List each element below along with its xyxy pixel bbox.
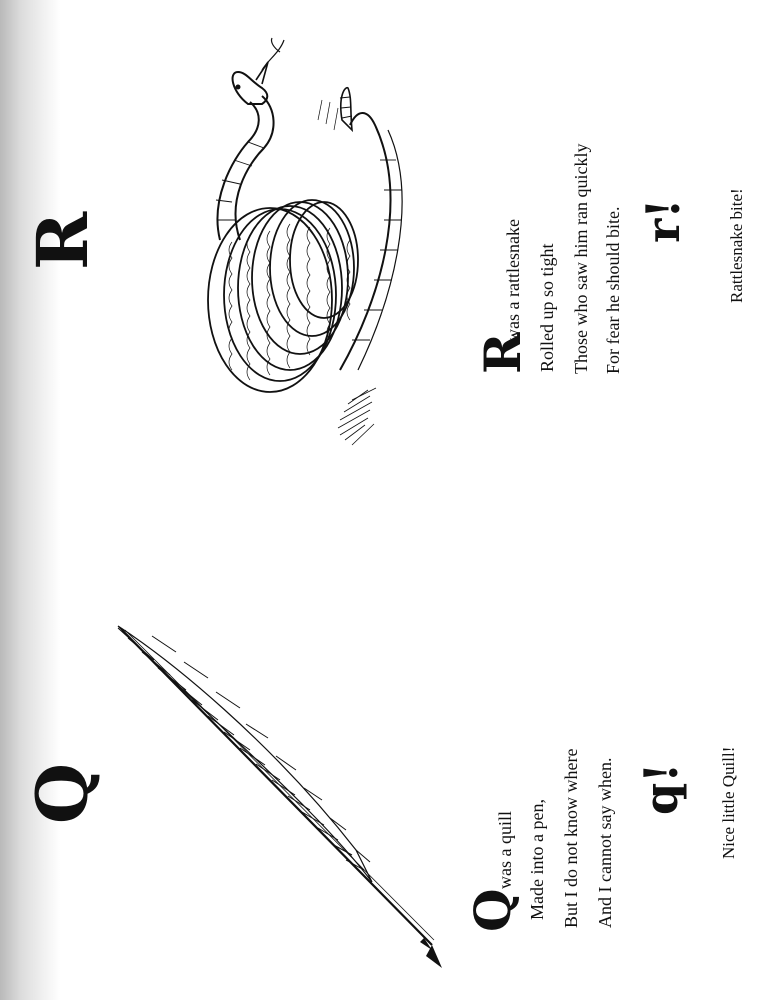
caption-r: Rattlesnake bite! xyxy=(727,188,746,303)
verse-line-2: Made into a pen, xyxy=(527,799,547,920)
verse-line-2: Rolled up so tight xyxy=(537,243,557,372)
letter-heading-q: Q xyxy=(21,763,104,824)
verse-line-1: was a rattlesnake xyxy=(503,219,523,342)
verse-dropcap-q: Q xyxy=(463,888,522,932)
verse-line-1: was a quill xyxy=(495,811,515,889)
verse-line-3: But I do not know where xyxy=(561,748,581,928)
letter-heading-r: R xyxy=(21,211,104,270)
verse-line-3: Those who saw him ran quickly xyxy=(571,143,591,374)
caption-q: Nice little Quill! xyxy=(719,746,738,859)
exclamation-q: q! xyxy=(634,762,688,815)
verse-line-4: For fear he should bite. xyxy=(603,206,623,374)
verse-dropcap-r: R xyxy=(473,332,532,374)
exclamation-r: r! xyxy=(636,198,690,243)
verse-line-4: And I cannot say when. xyxy=(595,757,615,928)
